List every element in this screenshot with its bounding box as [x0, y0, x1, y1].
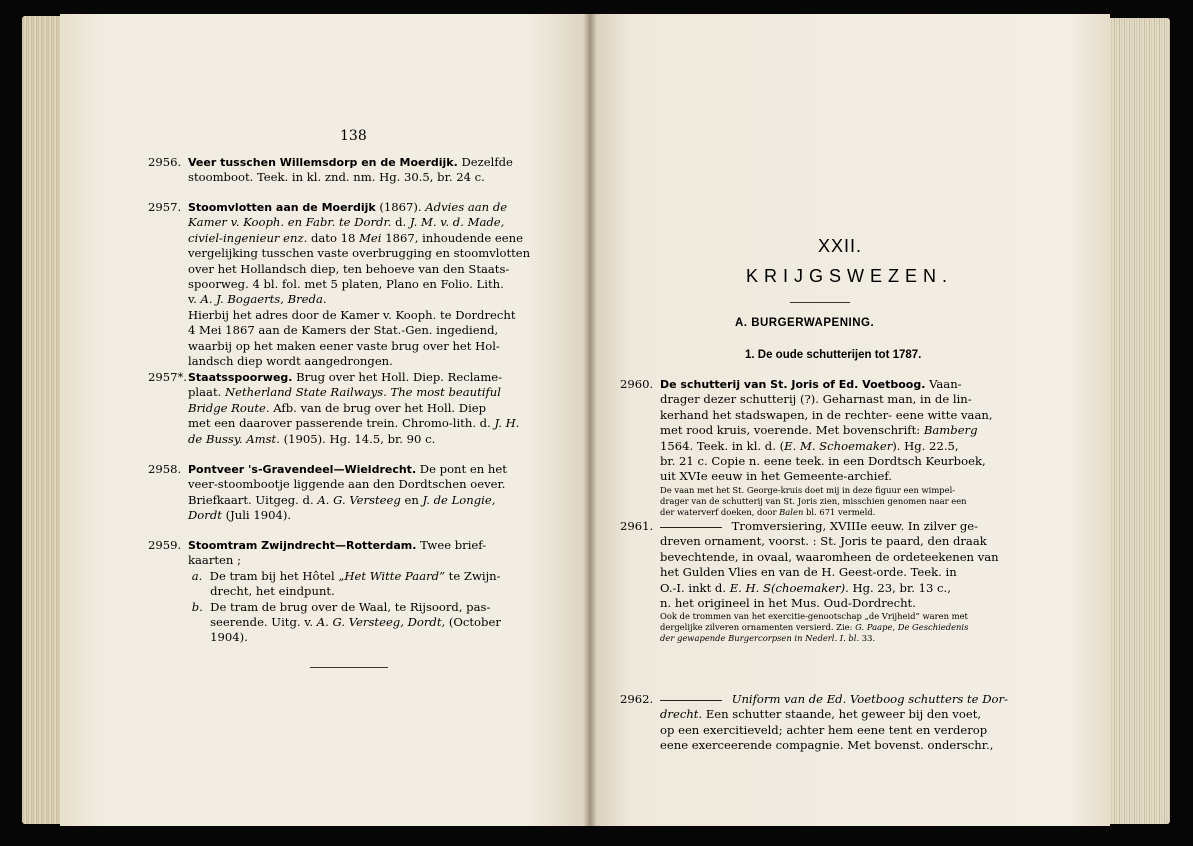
- entry-number: 2960.: [620, 377, 654, 391]
- entry-line: a. De tram bij het Hôtel „Het Witte Paard” te Zwijn-: [191, 568, 501, 583]
- entry-line: Kamer v. Kooph. en Fabr. te Dordr. d. J. M. v. d. Made,: [188, 215, 505, 230]
- entry-line: met rood kruis, voerende. Met bovenschrift: Bamberg: [660, 423, 978, 438]
- entry-number: 2959.: [148, 538, 182, 552]
- entry-line: de Bussy. Amst. (1905). Hg. 14.5, br. 90 c.: [188, 431, 436, 446]
- entry-line: 4 Mei 1867 aan de Kamers der Stat.-Gen. ingediend,: [188, 323, 499, 338]
- catalog-entry: [620, 519, 1040, 644]
- section-divider: [310, 667, 388, 668]
- catalog-entry: [620, 377, 1040, 518]
- entry-note-line: drager van de schutterij van St. Joris zien, misschien genomen naar een: [660, 495, 967, 506]
- entry-line: drecht, het eindpunt.: [188, 584, 335, 599]
- entry-line: drager dezer schutterij (?). Geharnast man, in de lin-: [660, 392, 972, 407]
- entry-line: civiel-ingenieur enz. dato 18 Mei 1867, inhoudende eene: [188, 230, 523, 245]
- entry-line: 1564. Teek. in kl. d. (E. M. Schoemaker). Hg. 22.5,: [660, 438, 959, 453]
- entry-line: uit XVIe eeuw in het Gemeente-archief.: [660, 469, 892, 484]
- catalog-entry: [148, 370, 568, 447]
- entry-line: b. De tram de brug over de Waal, te Rijsoord, pas-: [191, 599, 491, 614]
- entry-line: landsch diep wordt aangedrongen.: [188, 354, 393, 369]
- entry-number: 2957*.: [148, 370, 187, 384]
- entry-line: Veer tusschen Willemsdorp en de Moerdijk. Dezelfde: [188, 155, 513, 169]
- entry-note-line: der gewapende Burgercorpsen in Nederl. I. bl. 33.: [660, 633, 876, 644]
- entry-line: n. het origineel in het Mus. Oud-Dordrecht.: [660, 596, 916, 611]
- entry-line: Bridge Route. Afb. van de brug over het Holl. Diep: [188, 400, 487, 415]
- entry-body: [660, 692, 1040, 754]
- right-page-edges: [1100, 18, 1170, 824]
- entry-line: v. A. J. Bogaerts, Breda.: [188, 292, 327, 307]
- entry-body: [188, 538, 568, 646]
- entry-body: [188, 200, 568, 369]
- entry-line: over het Hollandsch diep, ten behoeve van den Staats-: [188, 261, 510, 276]
- catalog-entry: [148, 538, 568, 646]
- entry-line: Hierbij het adres door de Kamer v. Kooph. te Dordrecht: [188, 307, 516, 322]
- entry-line: stoomboot. Teek. in kl. znd. nm. Hg. 30.5, br. 24 c.: [188, 170, 485, 185]
- entry-body: [660, 377, 1040, 485]
- entry-line: vergelijking tusschen vaste overbrugging en stoomvlotten: [188, 246, 531, 261]
- entry-number: 2956.: [148, 155, 182, 169]
- entry-line: seerende. Uitg. v. A. G. Versteeg, Dordt, (October: [188, 615, 501, 630]
- chapter-number: XXII.: [818, 236, 863, 256]
- entry-line: waarbij op het maken eener vaste brug over het Hol-: [188, 338, 500, 353]
- catalog-entry: [620, 692, 1040, 754]
- entry-note-line: dergelijke zilveren ornamenten versierd. Zie: G. Paape, De Geschiedenis: [660, 622, 969, 633]
- entry-line: Stoomtram Zwijndrecht—Rotterdam. Twee brief-: [188, 538, 487, 552]
- entry-line: drecht. Een schutter staande, het geweer bij den voet,: [660, 707, 982, 722]
- entry-line: het Gulden Vlies en van de H. Geest-orde. Teek. in: [660, 565, 957, 580]
- entry-line: O.-I. inkt d. E. H. S(choemaker). Hg. 23, br. 13 c.,: [660, 580, 951, 595]
- entry-note: [660, 485, 1040, 518]
- book-gutter: [583, 14, 597, 826]
- entry-line: br. 21 c. Copie n. eene teek. in een Dordtsch Keurboek,: [660, 454, 986, 469]
- chapter-divider: [790, 302, 850, 303]
- page-number: 138: [340, 128, 367, 144]
- entry-note-line: der waterverf doeken, door Balen bl. 671 vermeld.: [660, 506, 876, 517]
- entry-number: 2958.: [148, 462, 182, 476]
- entry-line: op een exercitieveld; achter hem eene tent en verderop: [660, 722, 988, 737]
- entry-line: plaat. Netherland State Railways. The most beautiful: [188, 385, 501, 400]
- entry-note: [660, 611, 1040, 644]
- entry-body: [188, 370, 568, 447]
- entry-body: [188, 462, 568, 524]
- entry-line: kaarten ;: [188, 553, 241, 568]
- entry-line: Dordt (Juli 1904).: [188, 508, 292, 523]
- entry-line: Staatsspoorweg. Brug over het Holl. Diep. Reclame-: [188, 370, 503, 384]
- entry-line: kerhand het stadswapen, in de rechter- eene witte vaan,: [660, 407, 993, 422]
- entry-line: dreven ornament, voorst. : St. Joris te paard, den draak: [660, 534, 987, 549]
- entry-note-line: De vaan met het St. George-kruis doet mij in deze figuur een wimpel-: [660, 484, 956, 495]
- catalog-entry: [148, 155, 568, 186]
- entry-line: 1904).: [188, 630, 248, 645]
- entry-line: Briefkaart. Uitgeg. d. A. G. Versteeg en J. de Longie,: [188, 492, 496, 507]
- entry-line: met een daarover passerende trein. Chromo-lith. d. J. H.: [188, 416, 520, 431]
- entry-number: 2961.: [620, 519, 654, 533]
- entry-line: bevechtende, in ovaal, waaromheen de ordeteekenen van: [660, 549, 999, 564]
- entry-line: spoorweg. 4 bl. fol. met 5 platen, Plano en Folio. Lith.: [188, 277, 504, 292]
- entry-body: [188, 155, 568, 186]
- entry-line: Stoomvlotten aan de Moerdijk (1867). Advies aan de: [188, 200, 508, 214]
- entry-note-line: Ook de trommen van het exercitie-genootschap „de Vrijheid” waren met: [660, 611, 968, 622]
- entry-line: Pontveer 's-Gravendeel—Wieldrecht. De pont en het: [188, 462, 507, 476]
- entry-line: De schutterij van St. Joris of Ed. Voetboog. Vaan-: [660, 377, 962, 391]
- entry-number: 2962.: [620, 692, 654, 706]
- entry-body: [660, 519, 1040, 611]
- chapter-title: KRIJGSWEZEN.: [746, 266, 954, 286]
- section-heading: A. BURGERWAPENING.: [735, 317, 875, 329]
- entry-line: eene exerceerende compagnie. Met bovenst. onderschr.,: [660, 738, 994, 753]
- entry-number: 2957.: [148, 200, 182, 214]
- subsection-heading: 1. De oude schutterijen tot 1787.: [745, 349, 922, 361]
- catalog-entry: [148, 200, 568, 369]
- entry-line: Uniform van de Ed. Voetboog schutters te Dor-: [660, 692, 1040, 707]
- entry-line: veer-stoombootje liggende aan den Dordtschen oever.: [188, 477, 506, 492]
- catalog-entry: [148, 462, 568, 524]
- entry-line: Tromversiering, XVIIIe eeuw. In zilver ge-: [660, 519, 1040, 534]
